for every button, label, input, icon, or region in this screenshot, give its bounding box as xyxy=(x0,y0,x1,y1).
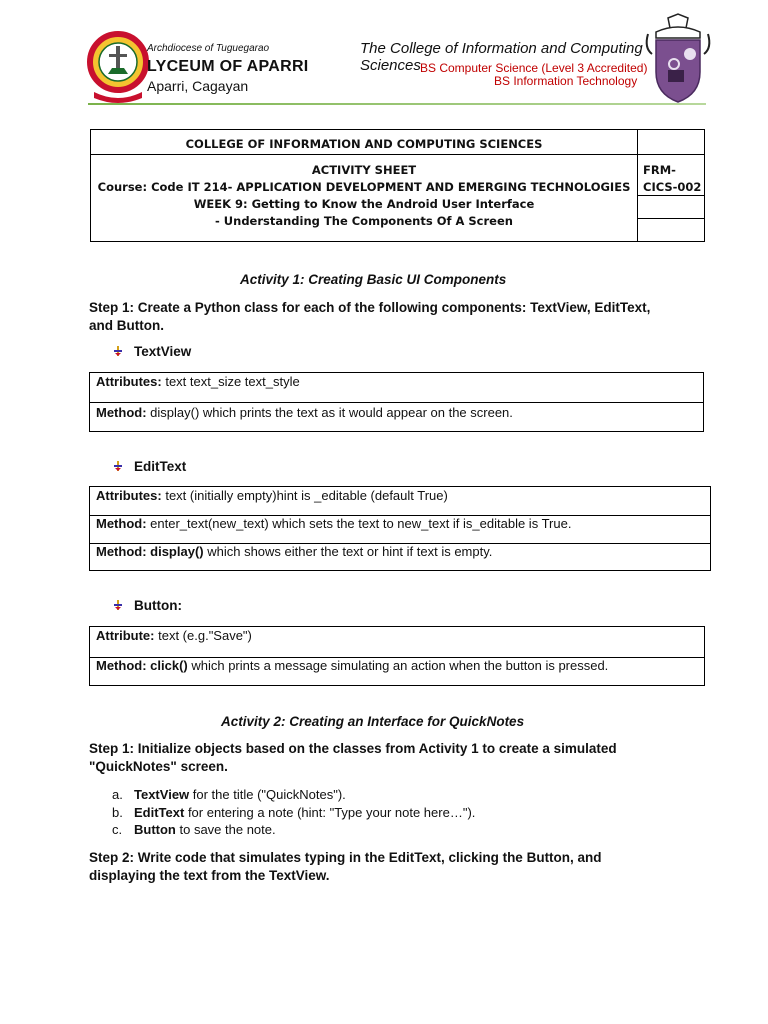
program-cs: BS Computer Science (Level 3 Accredited) xyxy=(420,61,648,75)
row-value: text text_size text_style xyxy=(161,374,300,389)
school-city: Aparri, Cagayan xyxy=(147,78,249,94)
row-value: text (initially empty)hint is _editable (default True) xyxy=(161,488,448,503)
textview-table xyxy=(89,372,704,432)
activity-2-title: Activity 2: Creating an Interface for QuickNotes xyxy=(221,714,525,729)
diocese-label: Archdiocese of Tuguegarao xyxy=(147,43,270,54)
row-key: Attributes: xyxy=(96,374,162,389)
row-value: which prints a message simulating an action when the button is pressed. xyxy=(187,658,609,673)
subtitle-label: - Understanding The Components Of A Screen xyxy=(215,214,513,228)
form-code xyxy=(643,162,701,196)
bullet-arrow-icon xyxy=(112,460,124,472)
activity-1-step-1 xyxy=(89,299,689,335)
row-key: Attribute: xyxy=(96,628,155,643)
info-box-row-divider xyxy=(91,154,704,155)
list-value: to save the note. xyxy=(175,822,276,837)
bullet-arrow-icon xyxy=(112,599,124,611)
activity-1-step-1-line-2: and Button. xyxy=(89,318,164,333)
list-marker: c. xyxy=(112,822,123,837)
table-row xyxy=(90,628,252,657)
row-key: Attributes: xyxy=(96,488,162,503)
list-marker: b. xyxy=(112,805,123,820)
list-key: Button xyxy=(134,822,176,837)
activity-2-step-2 xyxy=(89,849,689,885)
table-row xyxy=(90,658,608,685)
list-item xyxy=(112,787,346,802)
textview-label: TextView xyxy=(134,344,192,359)
list-key: EditText xyxy=(134,805,185,820)
row-value: enter_text(new_text) which sets the text to new_text if is_editable is True. xyxy=(146,516,572,531)
college-title-overflow: Sciences xyxy=(360,57,421,74)
row-key: Method: xyxy=(96,405,147,420)
activity-2-step-2-line-2: displaying the text from the TextView. xyxy=(89,868,330,883)
sheet-label: ACTIVITY SHEET xyxy=(311,163,417,177)
info-box-right-divider-2 xyxy=(637,218,704,219)
button-heading xyxy=(112,598,182,613)
row-value: display() which prints the text as it would appear on the screen. xyxy=(146,405,513,420)
list-value: for the title ("QuickNotes"). xyxy=(189,787,346,802)
table-row xyxy=(90,403,513,431)
week-label: WEEK 9: Getting to Know the Android User Interface xyxy=(193,197,535,211)
activity-2-step-1-line-1: Step 1: Initialize objects based on the classes from Activity 1 to create a simulated xyxy=(89,741,617,756)
list-key: TextView xyxy=(134,787,190,802)
college-crest-logo xyxy=(644,14,712,106)
table-row xyxy=(90,516,571,543)
school-name: LYCEUM OF APARRI xyxy=(147,58,309,75)
activity-2-step-2-line-1: Step 2: Write code that simulates typing in the EditText, clicking the Button, and xyxy=(89,850,602,865)
table-row xyxy=(90,544,492,571)
row-key: Method: display() xyxy=(96,544,204,559)
row-key: Method: click() xyxy=(96,658,188,673)
info-box-column-divider xyxy=(637,130,638,241)
activity-1-title: Activity 1: Creating Basic UI Components xyxy=(240,272,507,287)
college-title: The College of Information and Computing xyxy=(360,40,643,57)
college-heading: COLLEGE OF INFORMATION AND COMPUTING SCIENCES xyxy=(185,137,543,151)
header-divider xyxy=(88,103,706,105)
list-item xyxy=(112,805,475,820)
form-code-line-2: CICS-002 xyxy=(643,180,702,194)
row-value: text (e.g."Save") xyxy=(154,628,252,643)
row-value: which shows either the text or hint if text is empty. xyxy=(203,544,493,559)
list-value: for entering a note (hint: "Type your note here…"). xyxy=(184,805,476,820)
activity-2-step-1-line-2: "QuickNotes" screen. xyxy=(89,759,228,774)
list-marker: a. xyxy=(112,787,123,802)
edittext-table xyxy=(89,486,711,571)
activity-details xyxy=(91,162,637,230)
list-item xyxy=(112,822,276,837)
form-code-line-1: FRM- xyxy=(643,163,676,177)
activity-2-step-1 xyxy=(89,740,689,776)
table-row xyxy=(90,374,300,402)
button-table xyxy=(89,626,705,686)
lyceum-seal-logo xyxy=(88,22,148,104)
edittext-heading xyxy=(112,459,186,474)
table-row xyxy=(90,488,448,515)
program-it: BS Information Technology xyxy=(494,74,638,88)
activity-1-step-1-line-1: Step 1: Create a Python class for each of the following components: TextView, EditText, xyxy=(89,300,651,315)
row-key: Method: xyxy=(96,516,147,531)
activity-info-box xyxy=(90,129,705,242)
edittext-label: EditText xyxy=(134,459,187,474)
textview-heading xyxy=(112,344,191,359)
course-label: Course: Code IT 214- APPLICATION DEVELOPMENT AND EMERGING TECHNOLOGIES xyxy=(97,180,631,194)
bullet-arrow-icon xyxy=(112,345,124,357)
button-label: Button: xyxy=(134,598,182,613)
